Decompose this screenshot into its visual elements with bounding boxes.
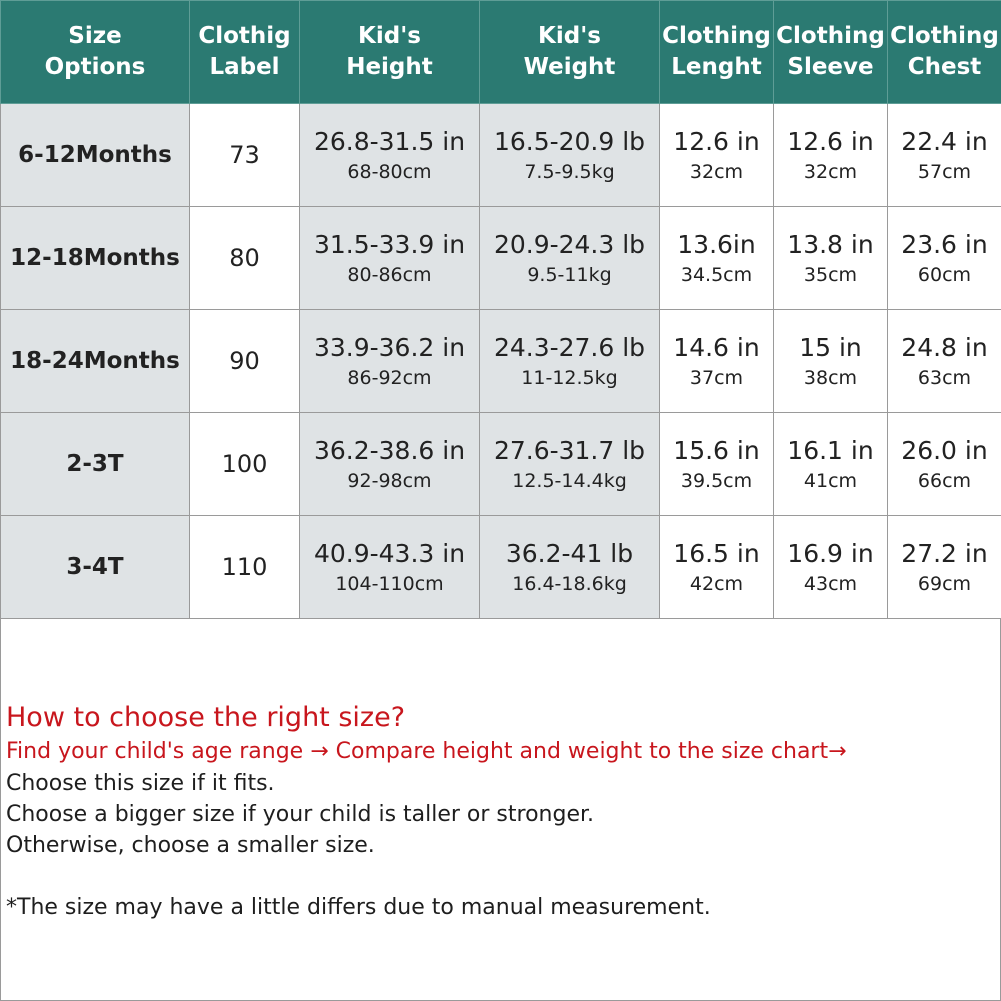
size-option-cell: 12-18Months — [1, 207, 190, 310]
table-row — [1, 310, 1001, 413]
header-clothing-sleeve: Clothing Sleeve — [774, 1, 888, 104]
height-cell: 33.9-36.2 in 86-92cm — [300, 310, 480, 413]
clothing-label-cell: 100 — [190, 413, 300, 516]
size-option-cell: 3-4T — [1, 516, 190, 619]
height-cell: 40.9-43.3 in 104-110cm — [300, 516, 480, 619]
sleeve-cell: 12.6 in 32cm — [774, 104, 888, 207]
guide-line: Otherwise, choose a smaller size. — [6, 833, 375, 858]
guide-steps: Find your child's age range → Compare height and weight to the size chart→ — [6, 739, 847, 764]
sleeve-cell: 16.9 in 43cm — [774, 516, 888, 619]
length-cell: 14.6 in 37cm — [660, 310, 774, 413]
table-row — [1, 207, 1001, 310]
header-kids-weight: Kid's Weight — [480, 1, 660, 104]
table-row — [1, 516, 1001, 619]
size-guide — [6, 700, 996, 923]
clothing-label-cell: 80 — [190, 207, 300, 310]
height-cell: 36.2-38.6 in 92-98cm — [300, 413, 480, 516]
chest-cell: 23.6 in 60cm — [888, 207, 1001, 310]
table-row — [1, 104, 1001, 207]
header-row — [1, 1, 1001, 104]
measurement-note: *The size may have a little differs due to manual measurement. — [6, 895, 711, 920]
weight-cell: 20.9-24.3 lb 9.5-11kg — [480, 207, 660, 310]
header-clothing-chest: Clothing Chest — [888, 1, 1001, 104]
table-row — [1, 413, 1001, 516]
clothing-label-cell: 73 — [190, 104, 300, 207]
length-cell: 15.6 in 39.5cm — [660, 413, 774, 516]
chest-cell: 26.0 in 66cm — [888, 413, 1001, 516]
size-option-cell: 6-12Months — [1, 104, 190, 207]
guide-line: Choose this size if it fits. — [6, 771, 275, 796]
weight-cell: 36.2-41 lb 16.4-18.6kg — [480, 516, 660, 619]
sleeve-cell: 13.8 in 35cm — [774, 207, 888, 310]
length-cell: 13.6in 34.5cm — [660, 207, 774, 310]
chest-cell: 24.8 in 63cm — [888, 310, 1001, 413]
weight-cell: 24.3-27.6 lb 11-12.5kg — [480, 310, 660, 413]
size-option-cell: 2-3T — [1, 413, 190, 516]
clothing-label-cell: 90 — [190, 310, 300, 413]
size-option-cell: 18-24Months — [1, 310, 190, 413]
guide-line: Choose a bigger size if your child is taller or stronger. — [6, 802, 594, 827]
guide-title: How to choose the right size? — [6, 702, 406, 733]
header-clothing-label: Clothig Label — [190, 1, 300, 104]
sleeve-cell: 16.1 in 41cm — [774, 413, 888, 516]
header-kids-height: Kid's Height — [300, 1, 480, 104]
weight-cell: 27.6-31.7 lb 12.5-14.4kg — [480, 413, 660, 516]
chest-cell: 27.2 in 69cm — [888, 516, 1001, 619]
sleeve-cell: 15 in 38cm — [774, 310, 888, 413]
chest-cell: 22.4 in 57cm — [888, 104, 1001, 207]
header-clothing-length: Clothing Lenght — [660, 1, 774, 104]
weight-cell: 16.5-20.9 lb 7.5-9.5kg — [480, 104, 660, 207]
height-cell: 26.8-31.5 in 68-80cm — [300, 104, 480, 207]
length-cell: 12.6 in 32cm — [660, 104, 774, 207]
header-size-options: Size Options — [1, 1, 190, 104]
height-cell: 31.5-33.9 in 80-86cm — [300, 207, 480, 310]
clothing-label-cell: 110 — [190, 516, 300, 619]
length-cell: 16.5 in 42cm — [660, 516, 774, 619]
